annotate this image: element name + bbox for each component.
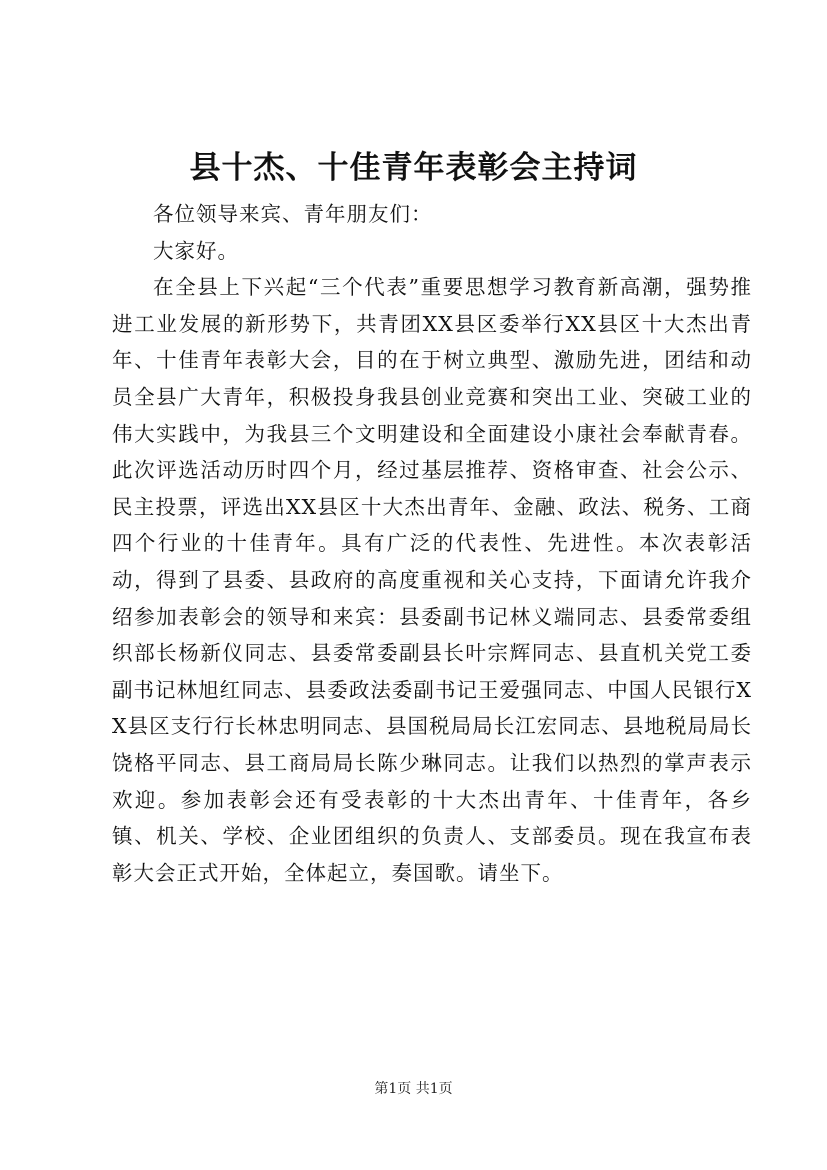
page-number-footer: 第1页 共1页 <box>374 1081 453 1097</box>
document-title: 县十杰、十佳青年表彰会主持词 <box>189 150 638 186</box>
document-body <box>112 196 752 891</box>
greeting-paragraph: 各位领导来宾、青年朋友们： <box>153 202 433 226</box>
salutation-paragraph: 大家好。 <box>153 238 239 263</box>
main-paragraph: 在全县上下兴起“三个代表”重要思想学习教育新高潮，强势推进工业发展的新形势下，共青团XX县区委举行XX县区十大杰出青年、十佳青年表彰大会，目的在于树立典型、激励先进，团结和动员全县广大青年，积极投身我县创业竞赛和突出工业、突破工业的伟大实践中，为我县三个文明建设和全面建设小康社会奉献青春。此次评选活动历时四个月，经过基层推荐、资格审查、社会公示、民主投票，评选出XX县区十大杰出青年、金融、政法、税务、工商四个行业的十佳青年。具有广泛的代表性、先进性。本次表彰活动，得到了县委、县政府的高度重视和关心支持，下面请允许我介绍参加表彰会的领导和来宾：县委副书记林义端同志、县委常委组织部长杨新仪同志、县委常委副县长叶宗辉同志、县直机关党工委副书记林旭红同志、县委政法委副书记王爱强同志、中国人民银行XX县区支行行长林忠明同志、县国税局局长江宏同志、县地税局局长饶格平同志、县工商局局长陈少琳同志。让我们以热烈的掌声表示欢迎。参加表彰会还有受表彰的十大杰出青年、十佳青年，各乡镇、机关、学校、企业团组织的负责人、支部委员。现在我宣布表彰大会正式开始，全体起立，奏国歌。请坐下。 <box>112 275 752 885</box>
